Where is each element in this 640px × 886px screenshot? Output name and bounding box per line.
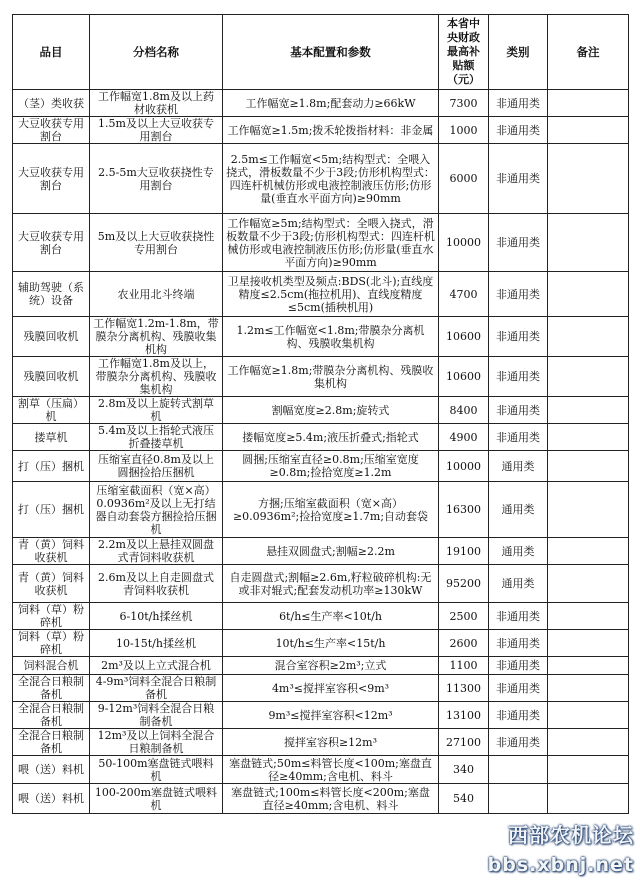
- table-row: [13, 397, 629, 424]
- header-subsidy-line: 贴额: [452, 59, 475, 72]
- table-row: [13, 702, 629, 729]
- cell-category: 非通用类: [489, 117, 548, 144]
- cell-remark: [548, 317, 629, 357]
- cell-grade: 5m及以上大豆收获挠性专用割台: [90, 214, 223, 272]
- cell-category: 通用类: [489, 451, 548, 482]
- cell-grade: 2m³及以上立式混合机: [90, 657, 223, 675]
- cell-subsidy: 8400: [439, 397, 489, 424]
- cell-grade: 1.5m及以上大豆收获专用割台: [90, 117, 223, 144]
- cell-subsidy: 19100: [439, 538, 489, 565]
- cell-config: 10t/h≤生产率<15t/h: [223, 630, 439, 657]
- cell-item: 割草（压扁）机: [13, 397, 90, 424]
- cell-item: 打（压）捆机: [13, 451, 90, 482]
- cell-config: 2.5m≤工作幅宽<5m;结构型式：全喂入挠式，滑板数量不少于3段;仿形机构型式：四连杆机械仿形或电液控制液压仿形;仿形量(垂直水平面方向)≥90mm: [223, 144, 439, 214]
- cell-grade: 农业用北斗终端: [90, 272, 223, 317]
- cell-item: 青（黄）饲料收获机: [13, 538, 90, 565]
- cell-category: 非通用类: [489, 702, 548, 729]
- table-row: [13, 675, 629, 702]
- table-row: [13, 756, 629, 784]
- cell-grade: 9-12m³饲料全混合日粮制备机: [90, 702, 223, 729]
- cell-remark: [548, 357, 629, 397]
- cell-remark: [548, 214, 629, 272]
- cell-config: 割幅宽度≥2.8m;旋转式: [223, 397, 439, 424]
- cell-remark: [548, 451, 629, 482]
- header-subsidy-line: 最高补: [447, 45, 480, 58]
- cell-subsidy: 4700: [439, 272, 489, 317]
- table-row: [13, 630, 629, 657]
- cell-subsidy: 10000: [439, 451, 489, 482]
- cell-item: （茎）类收获: [13, 90, 90, 117]
- cell-item: 辅助驾驶（系统）设备: [13, 272, 90, 317]
- cell-grade: 50-100m塞盘链式喂料机: [90, 756, 223, 784]
- cell-item: 大豆收获专用割台: [13, 214, 90, 272]
- cell-grade: 4-9m³饲料全混合日粮制备机: [90, 675, 223, 702]
- cell-category: 通用类: [489, 482, 548, 538]
- header-subsidy-line: 本省中: [447, 17, 480, 30]
- cell-remark: [548, 144, 629, 214]
- cell-config: 1.2m≤工作幅宽<1.8m;带膜杂分离机构、残膜收集机构: [223, 317, 439, 357]
- cell-category: 非通用类: [489, 357, 548, 397]
- cell-grade: 10-15t/h揉丝机: [90, 630, 223, 657]
- cell-config: 混合室容积≥2m³;立式: [223, 657, 439, 675]
- cell-config: 搂幅宽度≥5.4m;液压折叠式;指轮式: [223, 424, 439, 451]
- cell-item: 饲料（草）粉碎机: [13, 630, 90, 657]
- header-grade: 分档名称: [90, 15, 223, 90]
- cell-item: 全混合日粮制备机: [13, 675, 90, 702]
- cell-config: 塞盘链式;100m≤料管长度<200m;塞盘直径≥40mm;含电机、料斗: [223, 784, 439, 814]
- cell-category: 非通用类: [489, 90, 548, 117]
- cell-subsidy: 340: [439, 756, 489, 784]
- cell-remark: [548, 603, 629, 630]
- cell-category: 非通用类: [489, 317, 548, 357]
- cell-category: 非通用类: [489, 214, 548, 272]
- cell-subsidy: 6000: [439, 144, 489, 214]
- cell-remark: [548, 630, 629, 657]
- table-row: [13, 424, 629, 451]
- cell-category: 通用类: [489, 565, 548, 603]
- cell-grade: 压缩室直径0.8m及以上圆捆捡拾压捆机: [90, 451, 223, 482]
- cell-item: 喂（送）料机: [13, 784, 90, 814]
- header-item: 品目: [13, 15, 90, 90]
- table-row: [13, 357, 629, 397]
- header-category: 类别: [489, 15, 548, 90]
- cell-item: 打（压）捆机: [13, 482, 90, 538]
- cell-config: 工作幅宽≥1.8m;带膜杂分离机构、残膜收集机构: [223, 357, 439, 397]
- cell-subsidy: 10000: [439, 214, 489, 272]
- cell-category: [489, 756, 548, 784]
- cell-remark: [548, 482, 629, 538]
- cell-config: 悬挂双圆盘式;割幅≥2.2m: [223, 538, 439, 565]
- table-row: [13, 538, 629, 565]
- cell-remark: [548, 117, 629, 144]
- cell-config: 工作幅宽≥1.8m;配套动力≥66kW: [223, 90, 439, 117]
- cell-config: 9m³≤搅拌室容积<12m³: [223, 702, 439, 729]
- cell-remark: [548, 784, 629, 814]
- cell-subsidy: 95200: [439, 565, 489, 603]
- cell-remark: [548, 702, 629, 729]
- cell-config: 工作幅宽≥1.5m;拨禾轮拨指材料：非金属: [223, 117, 439, 144]
- table-row: [13, 565, 629, 603]
- table-row: [13, 272, 629, 317]
- cell-remark: [548, 397, 629, 424]
- cell-config: 卫星接收机类型及频点:BDS(北斗);直线度精度≤2.5cm(拖拉机用)、直线度精度≤5cm(插秧机用): [223, 272, 439, 317]
- cell-remark: [548, 565, 629, 603]
- cell-config: 方捆;压缩室截面积（宽×高）≥0.0936m²;捡拾宽度≥1.7m;自动套袋: [223, 482, 439, 538]
- cell-item: 饲料（草）粉碎机: [13, 603, 90, 630]
- table-row: [13, 482, 629, 538]
- cell-grade: 工作幅宽1.8m及以上药材收获机: [90, 90, 223, 117]
- table-row: [13, 214, 629, 272]
- cell-grade: 2.5-5m大豆收获挠性专用割台: [90, 144, 223, 214]
- cell-item: 大豆收获专用割台: [13, 117, 90, 144]
- cell-remark: [548, 675, 629, 702]
- cell-grade: 12m³及以上饲料全混合日粮制备机: [90, 729, 223, 756]
- cell-config: 4m³≤搅拌室容积<9m³: [223, 675, 439, 702]
- cell-item: 喂（送）料机: [13, 756, 90, 784]
- header-subsidy-line: （元）: [447, 73, 480, 86]
- cell-subsidy: 11300: [439, 675, 489, 702]
- watermark-title: 西部农机论坛: [508, 823, 634, 847]
- cell-subsidy: 10600: [439, 357, 489, 397]
- cell-remark: [548, 90, 629, 117]
- cell-subsidy: 7300: [439, 90, 489, 117]
- cell-subsidy: 2600: [439, 630, 489, 657]
- cell-item: 残膜回收机: [13, 317, 90, 357]
- watermark: [488, 819, 634, 876]
- cell-category: [489, 784, 548, 814]
- cell-remark: [548, 657, 629, 675]
- cell-category: 非通用类: [489, 424, 548, 451]
- cell-item: 青（黄）饲料收获机: [13, 565, 90, 603]
- cell-subsidy: 27100: [439, 729, 489, 756]
- cell-grade: 100-200m塞盘链式喂料机: [90, 784, 223, 814]
- watermark-url: bbs.xbnj.net: [487, 854, 634, 876]
- cell-subsidy: 16300: [439, 482, 489, 538]
- cell-category: 非通用类: [489, 144, 548, 214]
- cell-grade: 工作幅宽1.8m及以上，带膜杂分离机构、残膜收集机构: [90, 357, 223, 397]
- cell-subsidy: 1100: [439, 657, 489, 675]
- cell-category: 非通用类: [489, 397, 548, 424]
- cell-category: 非通用类: [489, 675, 548, 702]
- table-row: [13, 144, 629, 214]
- cell-config: 工作幅宽≥5m;结构型式：全喂入挠式，滑板数量不少于3段;仿形机构型式：四连杆机械仿形或电液控制液压仿形;仿形量(垂直水平面方向)≥90mm: [223, 214, 439, 272]
- cell-config: 6t/h≤生产率<10t/h: [223, 603, 439, 630]
- cell-grade: 2.2m及以上悬挂双圆盘式青饲料收获机: [90, 538, 223, 565]
- cell-category: 非通用类: [489, 603, 548, 630]
- cell-item: 饲料混合机: [13, 657, 90, 675]
- cell-remark: [548, 272, 629, 317]
- cell-grade: 压缩室截面积（宽×高）0.0936m²及以上无打结器自动套袋方捆捡拾压捆机: [90, 482, 223, 538]
- table-row: [13, 317, 629, 357]
- cell-grade: 工作幅宽1.2m-1.8m，带膜杂分离机构、残膜收集机构: [90, 317, 223, 357]
- table-row: [13, 90, 629, 117]
- table-row: [13, 657, 629, 675]
- cell-grade: 6-10t/h揉丝机: [90, 603, 223, 630]
- cell-subsidy: 540: [439, 784, 489, 814]
- cell-category: 非通用类: [489, 630, 548, 657]
- cell-config: 搅拌室容积≥12m³: [223, 729, 439, 756]
- cell-config: 圆捆;压缩室直径≥0.8m;压缩室宽度≥0.8m;捡拾宽度≥1.2m: [223, 451, 439, 482]
- table-row: [13, 603, 629, 630]
- cell-remark: [548, 424, 629, 451]
- table-row: [13, 784, 629, 814]
- header-remark: 备注: [548, 15, 629, 90]
- cell-subsidy: 10600: [439, 317, 489, 357]
- cell-category: 非通用类: [489, 272, 548, 317]
- cell-item: 全混合日粮制备机: [13, 702, 90, 729]
- cell-subsidy: 1000: [439, 117, 489, 144]
- cell-config: 自走圆盘式;割幅≥2.6m,籽粒破碎机构:无或非对辊式;配套发动机功率≥130kW: [223, 565, 439, 603]
- header-row: [13, 15, 629, 90]
- cell-grade: 2.6m及以上自走圆盘式青饲料收获机: [90, 565, 223, 603]
- cell-category: 非通用类: [489, 657, 548, 675]
- cell-subsidy: 13100: [439, 702, 489, 729]
- table-body: [13, 90, 629, 814]
- cell-subsidy: 4900: [439, 424, 489, 451]
- header-subsidy-line: 央财政: [447, 31, 480, 44]
- cell-remark: [548, 729, 629, 756]
- cell-config: 塞盘链式;50m≤料管长度<100m;塞盘直径≥40mm;含电机、料斗: [223, 756, 439, 784]
- cell-category: 通用类: [489, 538, 548, 565]
- table-row: [13, 117, 629, 144]
- cell-grade: 5.4m及以上指轮式液压折叠搂草机: [90, 424, 223, 451]
- header-config: 基本配置和参数: [223, 15, 439, 90]
- cell-item: 搂草机: [13, 424, 90, 451]
- cell-item: 残膜回收机: [13, 357, 90, 397]
- table-row: [13, 729, 629, 756]
- subsidy-table: [12, 14, 629, 814]
- cell-category: 非通用类: [489, 729, 548, 756]
- cell-remark: [548, 756, 629, 784]
- cell-grade: 2.8m及以上旋转式割草机: [90, 397, 223, 424]
- cell-remark: [548, 538, 629, 565]
- cell-item: 全混合日粮制备机: [13, 729, 90, 756]
- cell-item: 大豆收获专用割台: [13, 144, 90, 214]
- cell-subsidy: 2500: [439, 603, 489, 630]
- header-subsidy: [439, 15, 489, 90]
- table-row: [13, 451, 629, 482]
